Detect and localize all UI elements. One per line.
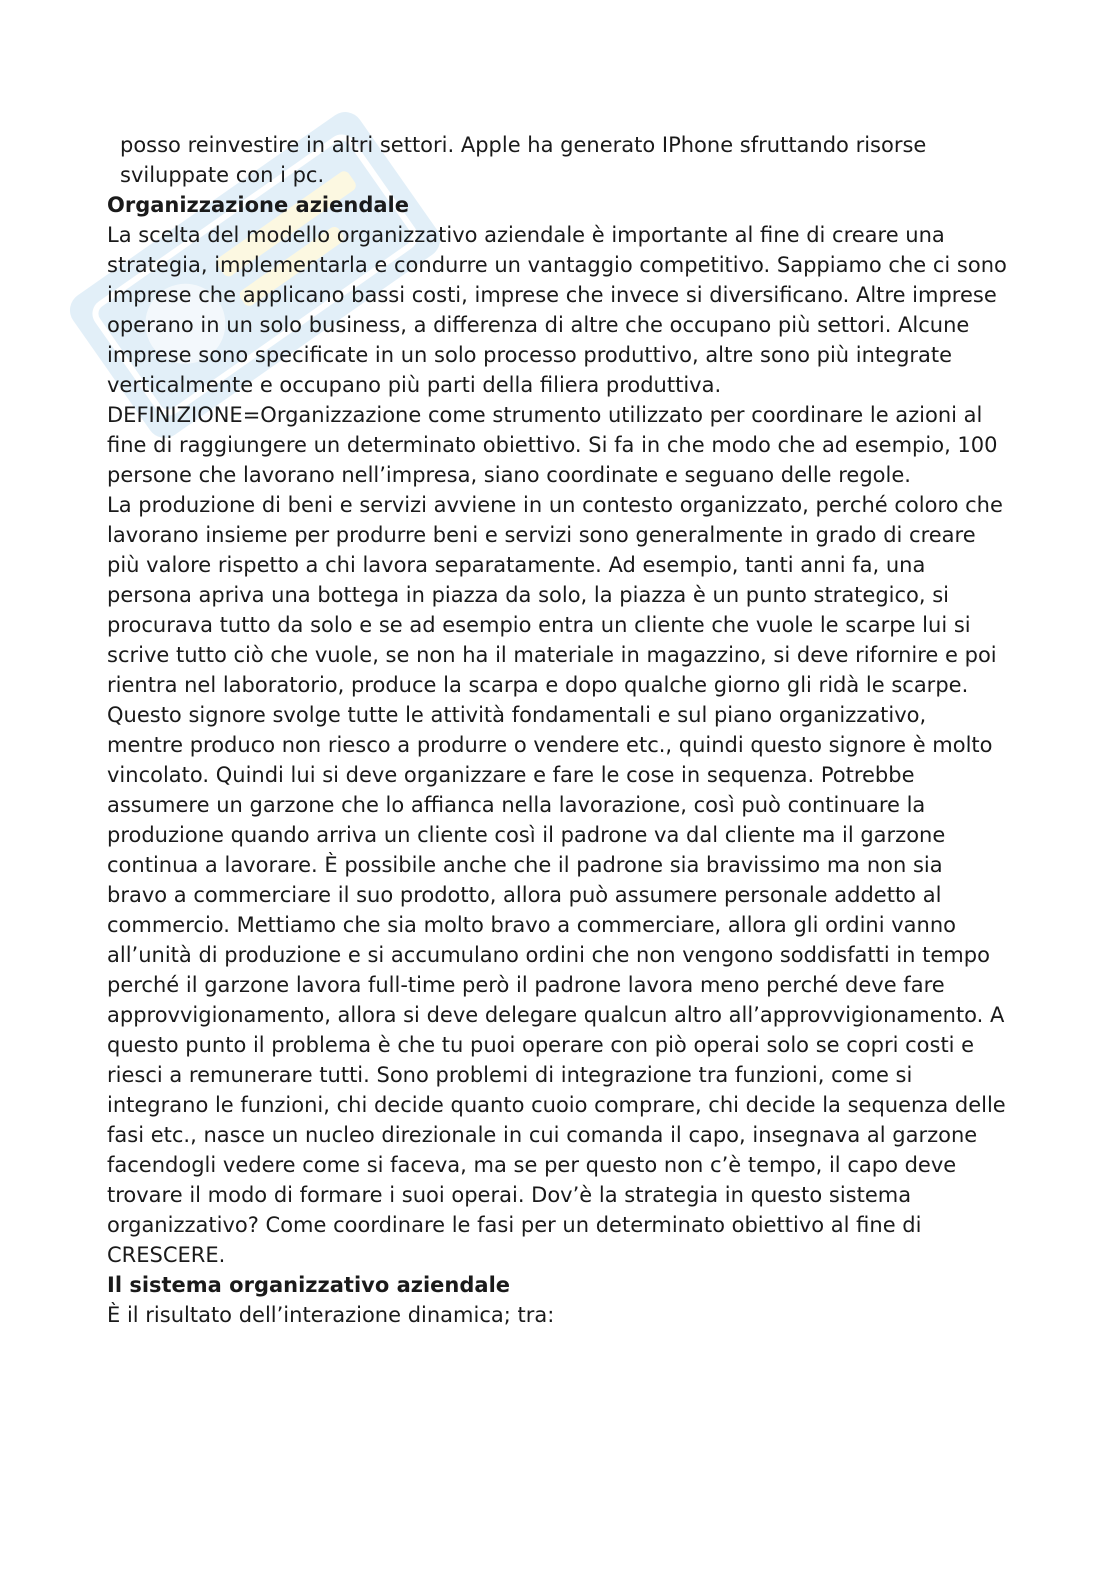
continuation-paragraph: posso reinvestire in altri settori. Apple ha generato IPhone sfruttando risorse sviluppate con i pc. <box>120 133 927 187</box>
paragraph-produzione-beni: La produzione di beni e servizi avviene in un contesto organizzato, perché coloro che lavorano insieme per produrre beni e servizi sono generalmente in grado di creare più valore rispetto a chi lavora separatamente. Ad esempio, tanti anni fa, una persona apriva una bottega in piazza da solo, la piazza è un punto strategico, si procurava tutto da solo e se ad esempio entra un cliente che vuole le scarpe lui si scrive tutto ciò che vuole, se non ha il materiale in magazzino, si deve rifornire e poi rientra nel laboratorio, produce la scarpa e dopo qualche giorno gli ridà le scarpe. Questo signore svolge tutte le attività fondamentali e sul piano organizzativo, mentre produco non riesco a produrre o vendere etc., quindi questo signore è molto vincolato. Quindi lui si deve organizzare e fare le cose in sequenza. Potrebbe assumere un garzone che lo affianca nella lavorazione, così può continuare la produzione quando arriva un cliente così il padrone va dal cliente ma il garzone continua a lavorare. È possibile anche che il padrone sia bravissimo ma non sia bravo a commerciare il suo prodotto, allora può assumere personale addetto al commercio. Mettiamo che sia molto bravo a commerciare, allora gli ordini vanno all’unità di produzione e si accumulano ordini che non vengono soddisfatti in tempo perché il garzone lavora full-time però il padrone lavora meno perché deve fare approvvigionamento, allora si deve delegare qualcun altro all’approvvigionamento. A questo punto il problema è che tu puoi operare con piò operai solo se copri costi e riesci a remunerare tutti. Sono problemi di integrazione tra funzioni, come si integrano le funzioni, chi decide quanto cuoio comprare, chi decide la sequenza delle fasi etc., nasce un nucleo direzionale in cui comanda il capo, insegnava al garzone facendogli vedere come si faceva, ma se per questo non c’è tempo, il capo deve trovare il modo di formare i suoi operai. Dov’è la strategia in questo sistema organizzativo? Come coordinare le fasi per un determinato obiettivo al fine di CRESCERE. <box>107 493 1006 1267</box>
paragraph-modello-organizzativo: La scelta del modello organizzativo aziendale è importante al fine di creare una strategia, implementarla e condurre un vantaggio competitivo. Sappiamo che ci sono imprese che applicano bassi costi, imprese che invece si diversificano. Altre imprese operano in un solo business, a differenza di altre che occupano più settori. Alcune imprese sono specificate in un solo processo produttivo, altre sono più integrate verticalmente e occupano più parti della filiera produttiva. <box>107 223 1007 397</box>
document-body <box>107 130 1007 1330</box>
heading-organizzazione-aziendale: Organizzazione aziendale <box>107 193 409 217</box>
heading-sistema-organizzativo: Il sistema organizzativo aziendale <box>107 1273 511 1297</box>
paragraph-interazione-dinamica: È il risultato dell’interazione dinamica; tra: <box>107 1303 555 1327</box>
paragraph-definizione: DEFINIZIONE=Organizzazione come strumento utilizzato per coordinare le azioni al fine di raggiungere un determinato obiettivo. Si fa in che modo che ad esempio, 100 persone che lavorano nell’impresa, siano coordinate e seguano delle regole. <box>107 403 998 487</box>
